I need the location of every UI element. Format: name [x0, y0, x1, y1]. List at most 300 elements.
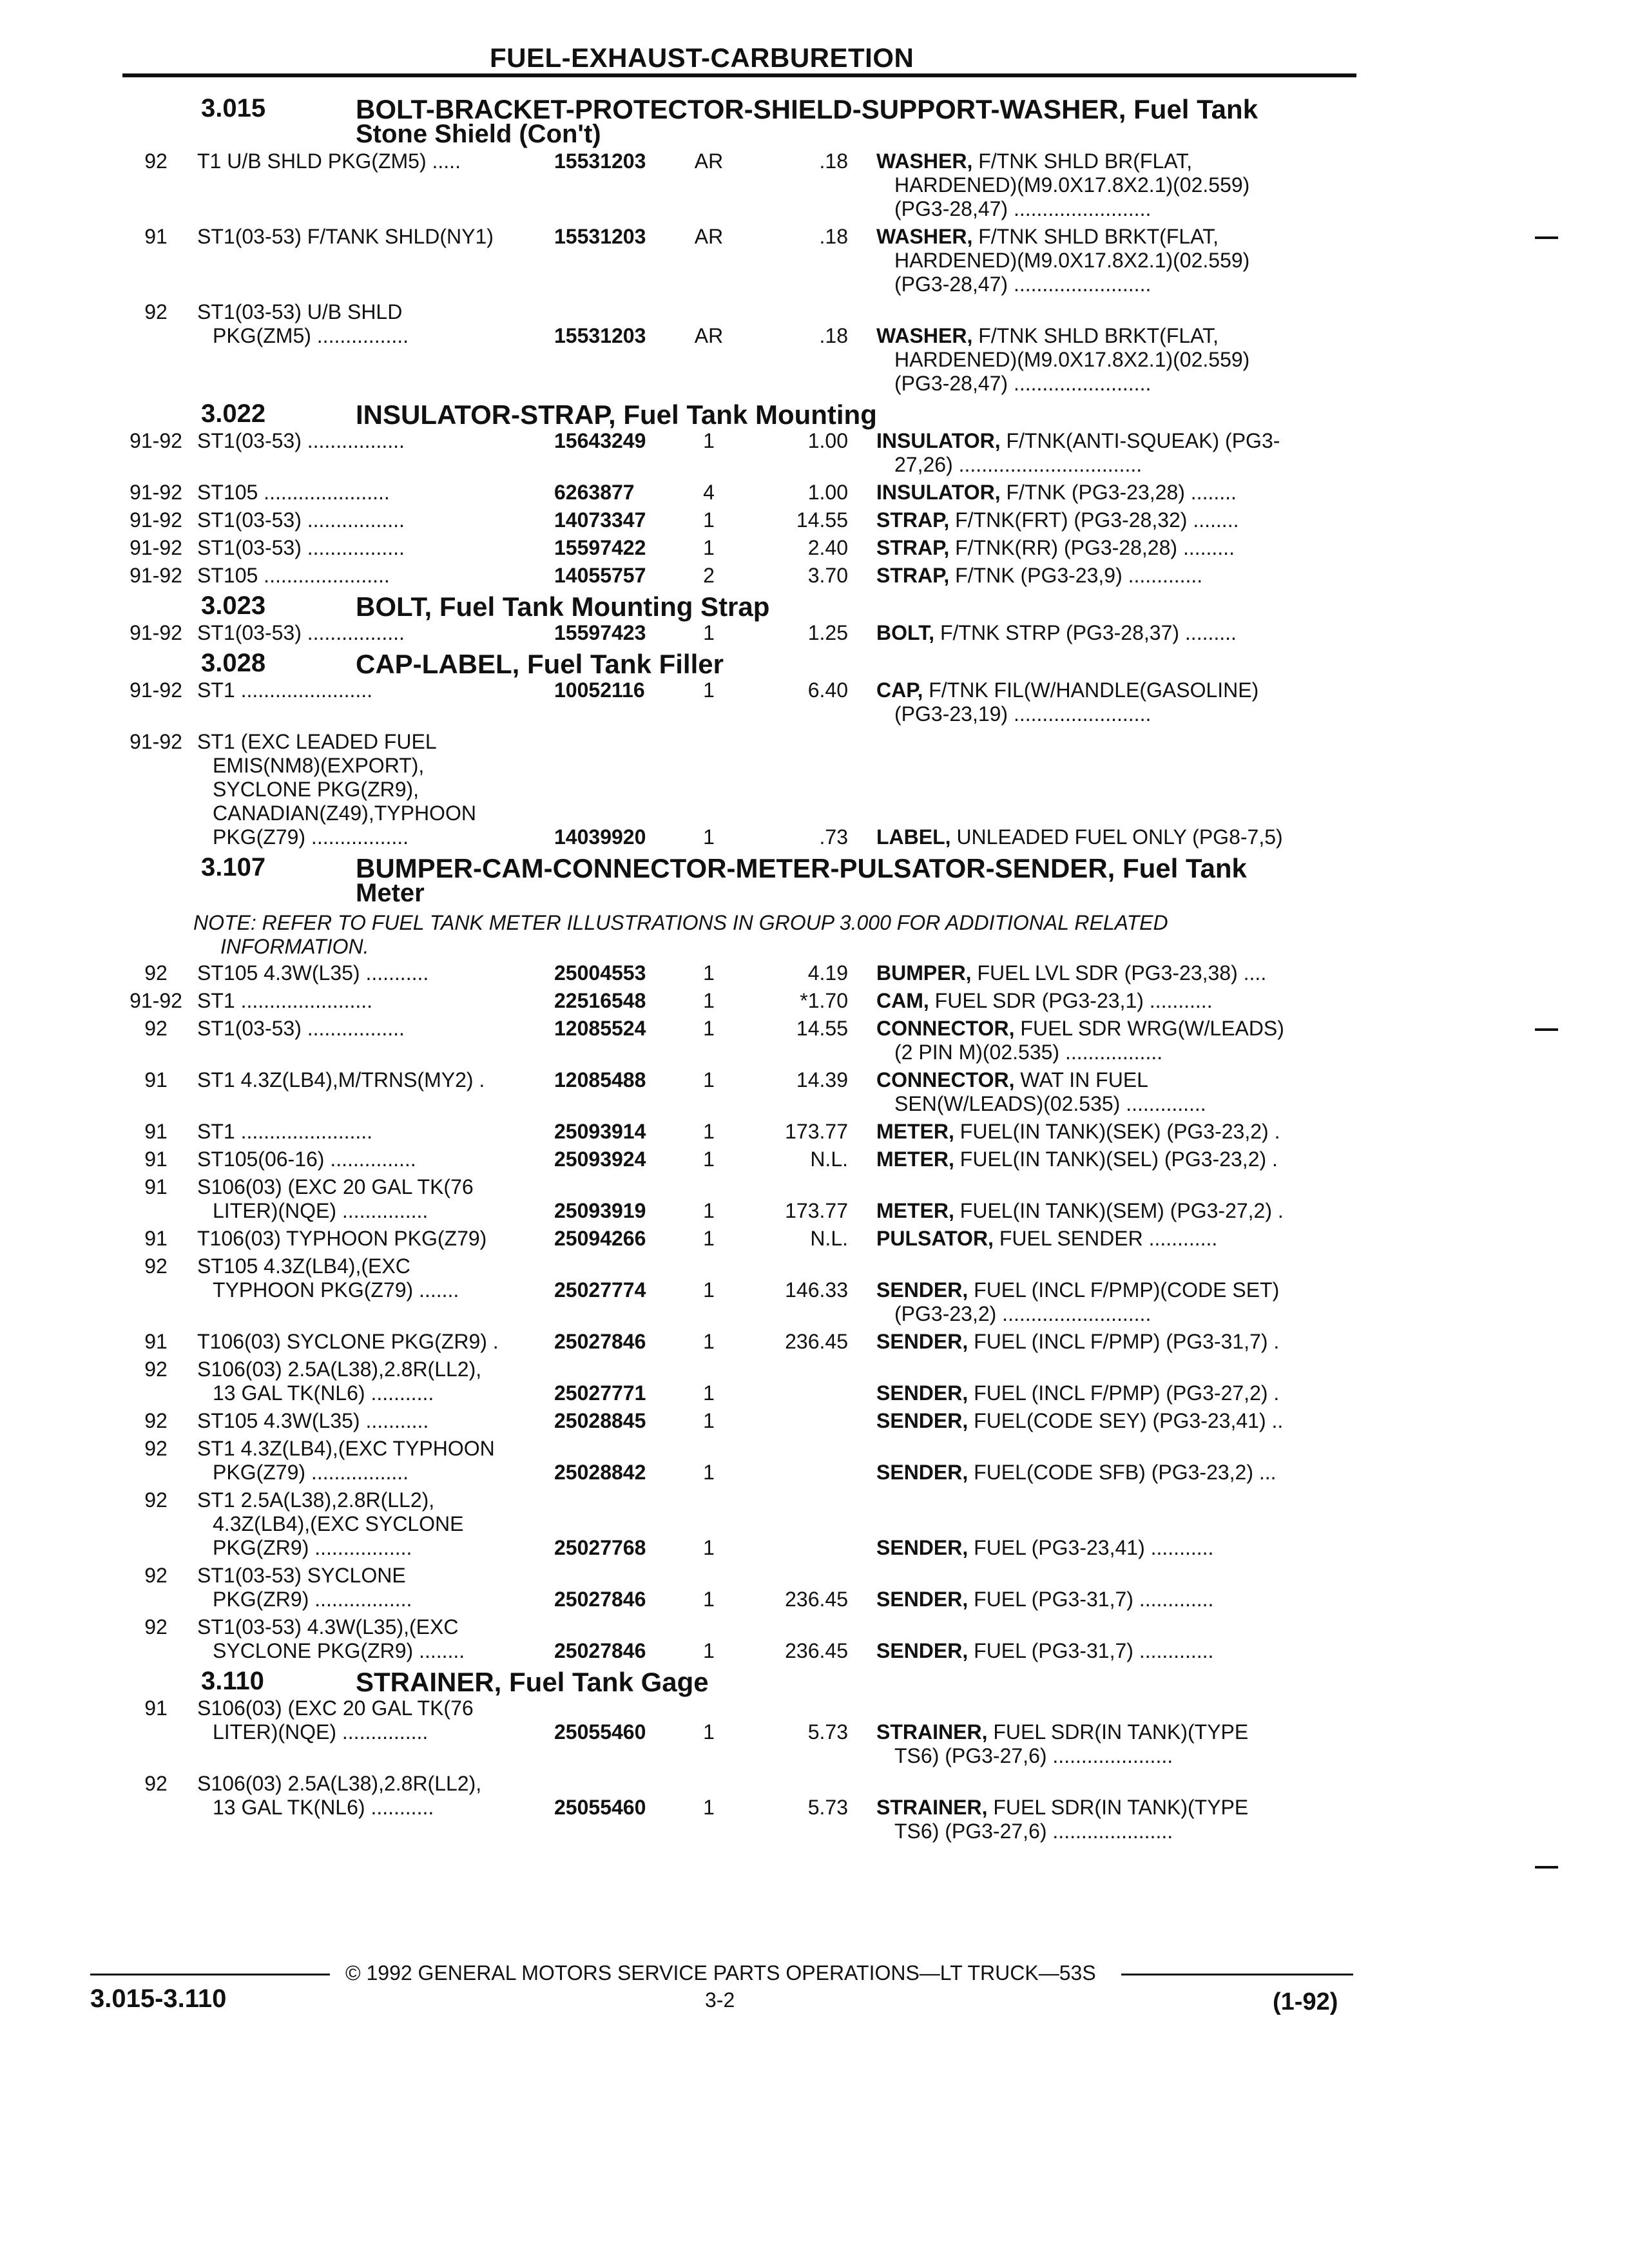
part-row [0, 508, 1629, 536]
part-name-line [876, 1461, 1353, 1485]
model-year: 91 [144, 1120, 168, 1143]
part-name [876, 825, 1353, 849]
part-row [0, 1148, 1629, 1175]
part-row [0, 621, 1629, 649]
part-name [876, 621, 1353, 645]
part-name-line [876, 508, 1353, 532]
part-row [0, 1358, 1629, 1409]
section-heading [0, 399, 1629, 429]
part-noun: STRAP, [876, 508, 950, 532]
quantity: 1 [703, 1536, 715, 1559]
part-name [876, 149, 1353, 221]
margin-mark [1535, 236, 1558, 239]
part-name-line [876, 1041, 1353, 1064]
note-line: NOTE: REFER TO FUEL TANK METER ILLUSTRATIONS IN GROUP 3.000 FOR ADDITIONAL RELATED [193, 911, 1168, 934]
quantity: 1 [703, 1461, 715, 1484]
part-noun: PULSATOR, [876, 1227, 994, 1250]
part-row [0, 961, 1629, 989]
part-name-line [876, 453, 1353, 477]
section-note [193, 908, 1353, 961]
footer-rule [1121, 1974, 1353, 1975]
application-description [197, 1564, 571, 1611]
part-name-text: F/TNK STRP (PG3-28,37) ......... [940, 621, 1237, 644]
quantity: 1 [703, 429, 715, 452]
part-noun: METER, [876, 1148, 954, 1171]
part-name-line [876, 961, 1353, 985]
part-noun: CONNECTOR, [876, 1017, 1015, 1040]
application-line: ST1(03-53) ................. [197, 621, 405, 644]
list-price: .18 [819, 225, 848, 248]
list-price: 6.40 [807, 678, 848, 702]
part-name [876, 1148, 1353, 1171]
part-name [876, 1068, 1353, 1116]
part-number: 25028845 [554, 1409, 646, 1432]
part-name-line [876, 1744, 1353, 1768]
application-description [197, 1227, 571, 1251]
section-number: 3.015 [201, 94, 266, 122]
application-description [197, 536, 571, 560]
part-row [0, 149, 1629, 225]
application-line: 13 GAL TK(NL6) ........... [213, 1381, 434, 1405]
application-line: S106(03) 2.5A(L38),2.8R(LL2), [197, 1772, 482, 1795]
part-name-line [876, 1720, 1353, 1744]
part-row [0, 1175, 1629, 1227]
model-year: 92 [144, 149, 168, 173]
section-title: BUMPER-CAM-CONNECTOR-METER-PULSATOR-SENDER, Fuel Tank [356, 853, 1247, 883]
part-name-line [876, 1820, 1353, 1843]
part-row [0, 1254, 1629, 1330]
model-year: 91 [144, 225, 168, 248]
quantity: 1 [703, 1148, 715, 1171]
list-price: 5.73 [807, 1796, 848, 1819]
quantity: 4 [703, 481, 715, 504]
part-name [876, 536, 1353, 560]
part-name-line [876, 825, 1353, 849]
footer-section-range: 3.015-3.110 [90, 1984, 227, 2013]
part-name-text: F/TNK FIL(W/HANDLE(GASOLINE) [929, 678, 1259, 702]
part-row [0, 564, 1629, 591]
application-line: ST1(03-53) ................. [197, 429, 405, 452]
quantity: AR [694, 225, 724, 248]
application-description [197, 149, 571, 173]
list-price: 2.40 [807, 536, 848, 559]
part-name-text: (PG3-28,47) ........................ [894, 273, 1152, 296]
application-description [197, 1068, 571, 1092]
part-row [0, 1564, 1629, 1615]
list-price: 1.00 [807, 481, 848, 504]
list-price: 1.00 [807, 429, 848, 452]
application-line: ST1 4.3Z(LB4),M/TRNS(MY2) . [197, 1068, 485, 1091]
part-name-text: FUEL (INCL F/PMP)(CODE SET) [974, 1278, 1280, 1302]
model-year: 92 [144, 1615, 168, 1639]
application-line: S106(03) (EXC 20 GAL TK(76 [197, 1696, 474, 1720]
list-price: 173.77 [785, 1199, 848, 1222]
application-line: ST105 4.3W(L35) ........... [197, 1409, 429, 1432]
part-name [876, 508, 1353, 532]
part-noun: METER, [876, 1120, 954, 1143]
application-description [197, 225, 571, 249]
part-name-text: HARDENED)(M9.0X17.8X2.1)(02.559) [894, 173, 1250, 197]
quantity: 1 [703, 1227, 715, 1250]
application-line: SYCLONE PKG(ZR9), [213, 778, 419, 801]
application-description [197, 1696, 571, 1744]
part-name-line [876, 1148, 1353, 1171]
application-line: PKG(ZR9) ................. [213, 1588, 412, 1611]
application-description [197, 1615, 571, 1663]
part-name-text: F/TNK SHLD BRKT(FLAT, [978, 225, 1219, 248]
part-name [876, 225, 1353, 296]
part-name-line [876, 1278, 1353, 1302]
part-number: 25027774 [554, 1278, 646, 1302]
part-name-line [876, 989, 1353, 1013]
application-line: ST1(03-53) U/B SHLD [197, 300, 403, 323]
part-number: 25093914 [554, 1120, 646, 1143]
part-name-line [876, 372, 1353, 396]
list-price: .73 [819, 825, 848, 849]
part-noun: STRAP, [876, 536, 950, 559]
application-description [197, 1175, 571, 1223]
quantity: AR [694, 149, 724, 173]
application-line: ST1(03-53) 4.3W(L35),(EXC [197, 1615, 459, 1639]
part-name-text: HARDENED)(M9.0X17.8X2.1)(02.559) [894, 249, 1250, 272]
quantity: 1 [703, 1068, 715, 1091]
part-number: 15531203 [554, 225, 646, 248]
margin-mark [1535, 1028, 1558, 1031]
application-line: ST1(03-53) SYCLONE [197, 1564, 406, 1587]
application-line: LITER)(NQE) ............... [213, 1720, 429, 1744]
part-name-line [876, 1409, 1353, 1433]
section-number: 3.022 [201, 399, 266, 428]
part-noun: CAP, [876, 678, 923, 702]
part-name-line [876, 1227, 1353, 1251]
model-year: 92 [144, 1254, 168, 1278]
list-price: *1.70 [800, 989, 848, 1012]
part-number: 10052116 [554, 678, 645, 702]
model-year: 92 [144, 1772, 168, 1795]
application-line: ST1(03-53) ................. [197, 1017, 405, 1040]
section-number: 3.023 [201, 591, 266, 620]
part-noun: SENDER, [876, 1330, 969, 1353]
quantity: 1 [703, 989, 715, 1012]
quantity: 1 [703, 1720, 715, 1744]
part-name [876, 1639, 1353, 1663]
model-year: 91-92 [130, 621, 182, 644]
part-noun: LABEL, [876, 825, 951, 849]
part-number: 25027768 [554, 1536, 646, 1559]
section-heading [0, 591, 1629, 621]
application-line: ST1(03-53) ................. [197, 536, 405, 559]
part-number: 22516548 [554, 989, 646, 1012]
part-noun: SENDER, [876, 1381, 969, 1405]
part-name-text: FUEL SDR (PG3-23,1) ........... [934, 989, 1213, 1012]
application-description [197, 1017, 571, 1041]
part-name-text: F/TNK (PG3-23,28) ........ [1006, 481, 1237, 504]
part-name-line [876, 481, 1353, 505]
section-number: 3.107 [201, 853, 266, 881]
part-name-line [876, 702, 1353, 726]
application-description [197, 730, 571, 849]
part-number: 14073347 [554, 508, 646, 532]
model-year: 91 [144, 1068, 168, 1091]
model-year: 91-92 [130, 508, 182, 532]
note-line: INFORMATION. [220, 935, 369, 958]
application-line: ST105(06-16) ............... [197, 1148, 416, 1171]
part-noun: SENDER, [876, 1461, 969, 1484]
part-name [876, 1409, 1353, 1433]
list-price: 14.55 [796, 1017, 848, 1040]
part-name-text: F/TNK(RR) (PG3-28,28) ......... [955, 536, 1235, 559]
section-title: INSULATOR-STRAP, Fuel Tank Mounting [356, 399, 877, 430]
application-line: ST105 4.3W(L35) ........... [197, 961, 429, 985]
header-rule [122, 73, 1356, 77]
application-description [197, 1330, 571, 1354]
list-price: N.L. [810, 1148, 848, 1171]
part-name-text: UNLEADED FUEL ONLY (PG8-7,5) [956, 825, 1283, 849]
part-name-line [876, 197, 1353, 221]
part-name [876, 481, 1353, 505]
application-line: PKG(Z79) ................. [213, 1461, 409, 1484]
part-noun: BUMPER, [876, 961, 972, 985]
model-year: 92 [144, 1409, 168, 1432]
application-line: EMIS(NM8)(EXPORT), [213, 754, 425, 777]
part-number: 25028842 [554, 1461, 646, 1484]
part-name-text: FUEL (PG3-23,41) ........... [974, 1536, 1214, 1559]
part-row [0, 481, 1629, 508]
part-name-text: FUEL(CODE SFB) (PG3-23,2) ... [974, 1461, 1277, 1484]
part-noun: METER, [876, 1199, 954, 1222]
part-name [876, 989, 1353, 1013]
section-title: BOLT, Fuel Tank Mounting Strap [356, 591, 770, 622]
part-name [876, 961, 1353, 985]
part-name-text: FUEL (PG3-31,7) ............. [974, 1639, 1214, 1662]
part-row [0, 678, 1629, 730]
section-title: STRAINER, Fuel Tank Gage [356, 1667, 709, 1697]
section-number: 3.028 [201, 649, 266, 677]
part-row [0, 536, 1629, 564]
model-year: 91 [144, 1330, 168, 1353]
application-description [197, 1358, 571, 1405]
part-name-line [876, 149, 1353, 173]
part-name-text: WAT IN FUEL [1020, 1068, 1148, 1091]
part-name-text: FUEL (INCL F/PMP) (PG3-27,2) . [974, 1381, 1280, 1405]
part-row [0, 1227, 1629, 1254]
list-price: 236.45 [785, 1639, 848, 1662]
application-line: T106(03) TYPHOON PKG(Z79) [197, 1227, 487, 1250]
part-name-text: (PG3-28,47) ........................ [894, 372, 1152, 395]
parts-catalog-content [0, 94, 1629, 1847]
part-name-line [876, 1068, 1353, 1092]
quantity: 1 [703, 536, 715, 559]
part-name [876, 1461, 1353, 1485]
quantity: AR [694, 324, 724, 347]
part-name-line [876, 225, 1353, 249]
application-line: ST1 ....................... [197, 989, 373, 1012]
application-line: 4.3Z(LB4),(EXC SYCLONE [213, 1512, 464, 1535]
list-price: .18 [819, 149, 848, 173]
application-description [197, 1148, 571, 1171]
part-name-text: TS6) (PG3-27,6) ..................... [894, 1820, 1173, 1843]
list-price: 14.39 [796, 1068, 848, 1091]
part-noun: SENDER, [876, 1409, 969, 1432]
application-line: SYCLONE PKG(ZR9) ........ [213, 1639, 465, 1662]
application-line: ST1 4.3Z(LB4),(EXC TYPHOON [197, 1437, 495, 1460]
application-line: T1 U/B SHLD PKG(ZM5) ..... [197, 149, 461, 173]
part-name-text: FUEL(CODE SEY) (PG3-23,41) .. [974, 1409, 1284, 1432]
part-noun: SENDER, [876, 1536, 969, 1559]
section-heading [0, 649, 1629, 678]
part-noun: STRAP, [876, 564, 950, 587]
part-name-text: FUEL SDR(IN TANK)(TYPE [993, 1796, 1249, 1819]
quantity: 1 [703, 621, 715, 644]
part-row [0, 1772, 1629, 1847]
model-year: 92 [144, 1564, 168, 1587]
section-title: BOLT-BRACKET-PROTECTOR-SHIELD-SUPPORT-WASHER, Fuel Tank [356, 94, 1258, 124]
application-description [197, 678, 571, 702]
application-line: TYPHOON PKG(Z79) ....... [213, 1278, 459, 1302]
quantity: 1 [703, 1588, 715, 1611]
part-name-text: FUEL (PG3-31,7) ............. [974, 1588, 1214, 1611]
part-name-text: FUEL(IN TANK)(SEL) (PG3-23,2) . [959, 1148, 1278, 1171]
part-name-text: F/TNK(FRT) (PG3-28,32) ........ [955, 508, 1239, 532]
application-line: ST1(03-53) ................. [197, 508, 405, 532]
model-year: 91 [144, 1696, 168, 1720]
part-name [876, 1536, 1353, 1560]
application-description [197, 961, 571, 985]
list-price: 146.33 [785, 1278, 848, 1302]
part-name-text: FUEL SDR WRG(W/LEADS) [1020, 1017, 1284, 1040]
application-description [197, 1437, 571, 1485]
application-line: ST105 ...................... [197, 564, 390, 587]
application-description [197, 508, 571, 532]
part-number: 14055757 [554, 564, 646, 587]
part-name-text: F/TNK (PG3-23,9) ............. [955, 564, 1203, 587]
part-noun: CAM, [876, 989, 929, 1012]
part-name [876, 1120, 1353, 1144]
part-number: 25094266 [554, 1227, 646, 1250]
model-year: 91-92 [130, 429, 182, 452]
footer-date: (1-92) [1273, 1988, 1338, 2015]
part-name-text: (PG3-23,2) .......................... [894, 1302, 1152, 1325]
quantity: 1 [703, 1017, 715, 1040]
part-name [876, 1588, 1353, 1611]
part-name-text: FUEL LVL SDR (PG3-23,38) .... [977, 961, 1267, 985]
model-year: 91 [144, 1148, 168, 1171]
model-year: 91-92 [130, 481, 182, 504]
model-year: 92 [144, 1017, 168, 1040]
part-name-text: F/TNK(ANTI-SQUEAK) (PG3- [1006, 429, 1280, 452]
list-price: 173.77 [785, 1120, 848, 1143]
part-noun: STRAINER, [876, 1796, 988, 1819]
part-name-text: F/TNK SHLD BR(FLAT, [978, 149, 1193, 173]
part-row [0, 1120, 1629, 1148]
part-row [0, 1615, 1629, 1667]
part-name-line [876, 678, 1353, 702]
part-number: 12085524 [554, 1017, 646, 1040]
section-heading [0, 94, 1629, 149]
part-number: 15597422 [554, 536, 646, 559]
part-noun: WASHER, [876, 324, 973, 347]
footer-copyright: © 1992 GENERAL MOTORS SERVICE PARTS OPERATIONS—LT TRUCK—53S [345, 1961, 1096, 1984]
part-name-line [876, 1796, 1353, 1820]
part-row [0, 1488, 1629, 1564]
part-name [876, 564, 1353, 588]
part-name [876, 1330, 1353, 1354]
application-line: PKG(ZM5) ................ [213, 324, 409, 347]
part-row [0, 1409, 1629, 1437]
quantity: 1 [703, 1330, 715, 1353]
part-name-line [876, 173, 1353, 197]
application-description [197, 300, 571, 348]
application-line: ST1 2.5A(L38),2.8R(LL2), [197, 1488, 435, 1512]
part-name [876, 1199, 1353, 1223]
part-name-text: FUEL(IN TANK)(SEM) (PG3-27,2) . [959, 1199, 1284, 1222]
application-line: T106(03) SYCLONE PKG(ZR9) . [197, 1330, 499, 1353]
list-price: 236.45 [785, 1588, 848, 1611]
footer-rule [90, 1974, 330, 1975]
part-row [0, 1330, 1629, 1358]
application-line: PKG(ZR9) ................. [213, 1536, 412, 1559]
part-name-text: SEN(W/LEADS)(02.535) .............. [894, 1092, 1206, 1115]
quantity: 2 [703, 564, 715, 587]
part-name [876, 324, 1353, 396]
part-noun: WASHER, [876, 149, 973, 173]
application-description [197, 1772, 571, 1820]
list-price: 3.70 [807, 564, 848, 587]
part-name-text: (2 PIN M)(02.535) ................. [894, 1041, 1163, 1064]
part-row [0, 429, 1629, 481]
quantity: 1 [703, 825, 715, 849]
list-price: 236.45 [785, 1330, 848, 1353]
model-year: 92 [144, 1437, 168, 1460]
model-year: 91-92 [130, 678, 182, 702]
part-number: 15531203 [554, 149, 646, 173]
part-name-text: 27,26) ................................ [894, 453, 1142, 476]
quantity: 1 [703, 1381, 715, 1405]
application-description [197, 564, 571, 588]
part-name [876, 1796, 1353, 1843]
part-name-line [876, 536, 1353, 560]
part-name-line [876, 324, 1353, 348]
part-row [0, 1068, 1629, 1120]
application-description [197, 1120, 571, 1144]
application-description [197, 1488, 571, 1560]
quantity: 1 [703, 1639, 715, 1662]
part-name [876, 1381, 1353, 1405]
part-name-text: FUEL (INCL F/PMP) (PG3-31,7) . [974, 1330, 1280, 1353]
application-description [197, 429, 571, 453]
application-description [197, 1409, 571, 1433]
footer-page-number: 3-2 [705, 1988, 735, 2012]
section-title: CAP-LABEL, Fuel Tank Filler [356, 649, 724, 679]
list-price: 4.19 [807, 961, 848, 985]
part-name-line [876, 1092, 1353, 1116]
part-name-line [876, 1330, 1353, 1354]
part-row [0, 1437, 1629, 1488]
part-name-text: (PG3-28,47) ........................ [894, 197, 1152, 220]
list-price: .18 [819, 324, 848, 347]
section-heading [0, 853, 1629, 908]
section-number: 3.110 [201, 1667, 264, 1695]
part-name-line [876, 348, 1353, 372]
part-name-line [876, 249, 1353, 273]
part-number: 25055460 [554, 1720, 646, 1744]
model-year: 91-92 [130, 564, 182, 587]
quantity: 1 [703, 1278, 715, 1302]
part-name-line [876, 1120, 1353, 1144]
part-row [0, 300, 1629, 399]
model-year: 92 [144, 1358, 168, 1381]
part-name-line [876, 564, 1353, 588]
